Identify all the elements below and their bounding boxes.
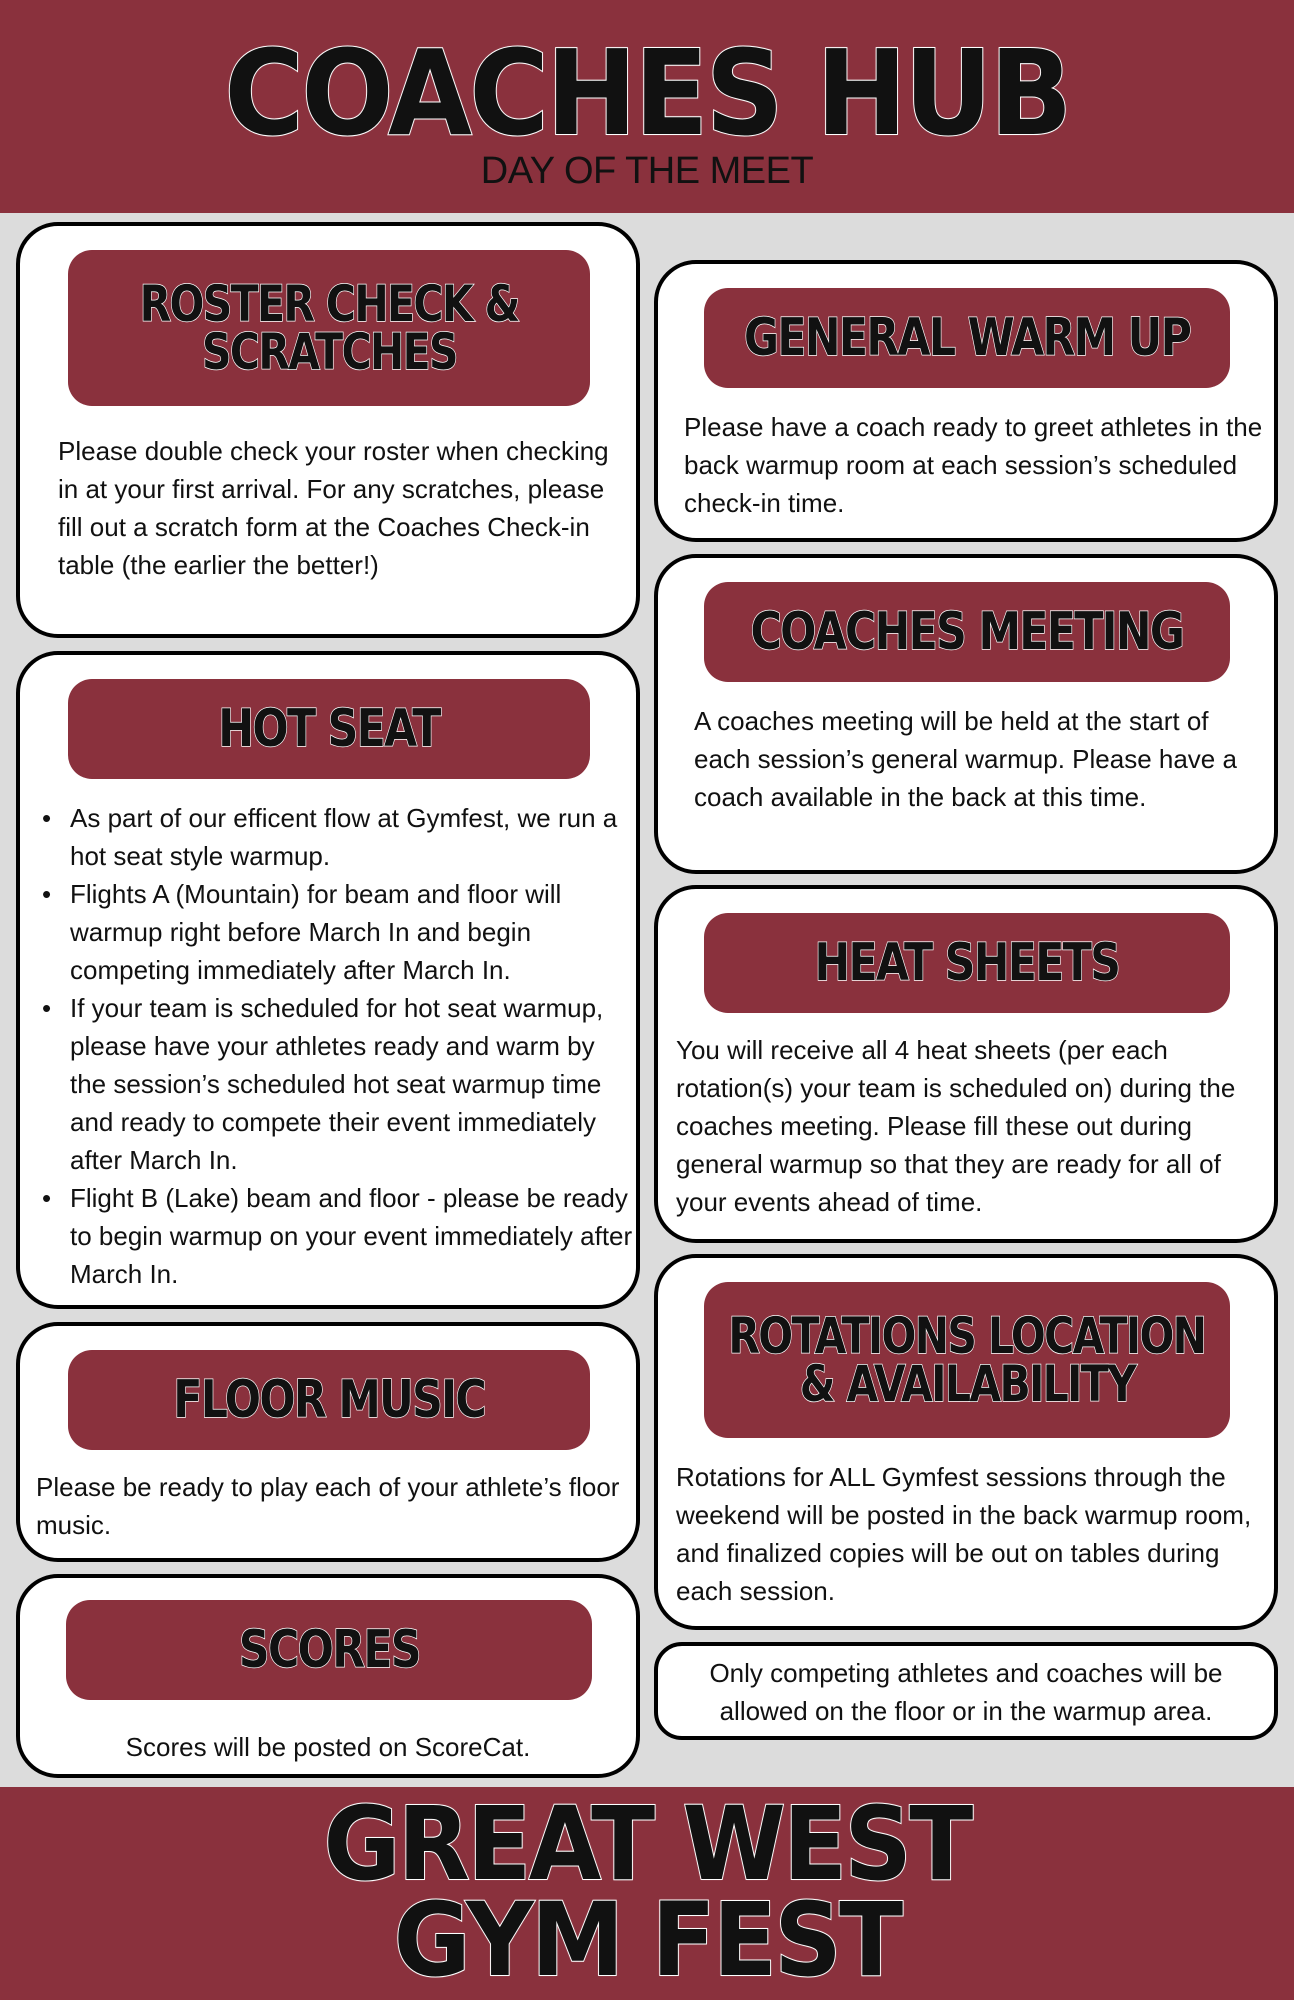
- coaches-meeting-heading: [704, 582, 1230, 682]
- scores-text: Scores will be posted on ScoreCat.: [125, 1732, 531, 1762]
- general-warmup-text: Please have a coach ready to greet athletes in the back warmup room at each session’s scheduled check-in time.: [684, 412, 1263, 518]
- footer-title-line2: GYM FEST: [393, 1881, 901, 2000]
- roster-check-heading: [68, 250, 590, 406]
- floor-music-text: Please be ready to play each of your athlete’s floor music.: [36, 1472, 620, 1540]
- heat-sheets-heading: [704, 913, 1230, 1013]
- roster-check-text: Please double check your roster when checking in at your first arrival. For any scratches, please fill out a scratch form at the Coaches Check-in table (the earlier the better!): [58, 436, 609, 580]
- general-warmup-card: [654, 260, 1278, 542]
- list-item: • Flight B (Lake) beam and floor - please be ready to begin warmup on your event immediately after March In.: [34, 1179, 634, 1293]
- page-subtitle: DAY OF THE MEET: [480, 150, 814, 192]
- scores-heading: [66, 1600, 592, 1700]
- roster-check-card: [16, 222, 640, 638]
- hot-seat-card: [16, 651, 640, 1309]
- list-item: • If your team is scheduled for hot seat warmup, please have your athletes ready and warm by the session’s scheduled hot seat warmup time and ready to compete their event immediately after March In.: [34, 989, 634, 1179]
- general-warmup-title: GENERAL WARM UP: [743, 308, 1191, 368]
- list-item: • As part of our efficent flow at Gymfest, we run a hot seat style warmup.: [34, 799, 634, 875]
- roster-check-title-line1: ROSTER CHECK &: [139, 275, 519, 333]
- rotations-text: Rotations for ALL Gymfest sessions through the weekend will be posted in the back warmup room, and finalized copies will be out on tables during each session.: [676, 1462, 1252, 1606]
- rotations-heading: [704, 1282, 1230, 1438]
- heat-sheets-text: You will receive all 4 heat sheets (per each rotation(s) your team is scheduled on) during the coaches meeting. Please fill these out during general warmup so that they are ready for all of your events ahead of time.: [676, 1035, 1236, 1217]
- heat-sheets-card: [654, 885, 1278, 1243]
- general-warmup-heading: [704, 288, 1230, 388]
- footer-title-line1: GREAT WEST: [323, 1785, 971, 1904]
- floor-music-card: [16, 1322, 640, 1562]
- hot-seat-heading: [68, 679, 590, 779]
- rotations-title-line1: ROTATIONS LOCATION: [728, 1307, 1206, 1365]
- hot-seat-list: [34, 799, 634, 1293]
- rotations-title-line2: & AVAILABILITY: [799, 1355, 1135, 1413]
- roster-check-title-line2: SCRATCHES: [201, 323, 457, 381]
- floor-music-heading: [68, 1350, 590, 1450]
- coaches-meeting-title: COACHES MEETING: [750, 602, 1184, 662]
- coaches-meeting-card: [654, 554, 1278, 874]
- floor-access-text: Only competing athletes and coaches will be allowed on the floor or in the warmup area.: [709, 1658, 1223, 1726]
- coaches-meeting-text: A coaches meeting will be held at the start of each session’s general warmup. Please have a coach available in the back at this time.: [694, 706, 1237, 812]
- page-title: COACHES HUB: [224, 24, 1070, 162]
- rotations-card: [654, 1254, 1278, 1630]
- heat-sheets-title: HEAT SHEETS: [814, 933, 1120, 993]
- list-item: • Flights A (Mountain) for beam and floor will warmup right before March In and begin competing immediately after March In.: [34, 875, 634, 989]
- footer-title: [52, 1785, 1242, 2000]
- hot-seat-title: HOT SEAT: [218, 699, 440, 759]
- scores-title: SCORES: [238, 1620, 420, 1680]
- floor-access-card: [654, 1642, 1278, 1740]
- floor-music-title: FLOOR MUSIC: [173, 1370, 485, 1430]
- scores-card: [16, 1574, 640, 1778]
